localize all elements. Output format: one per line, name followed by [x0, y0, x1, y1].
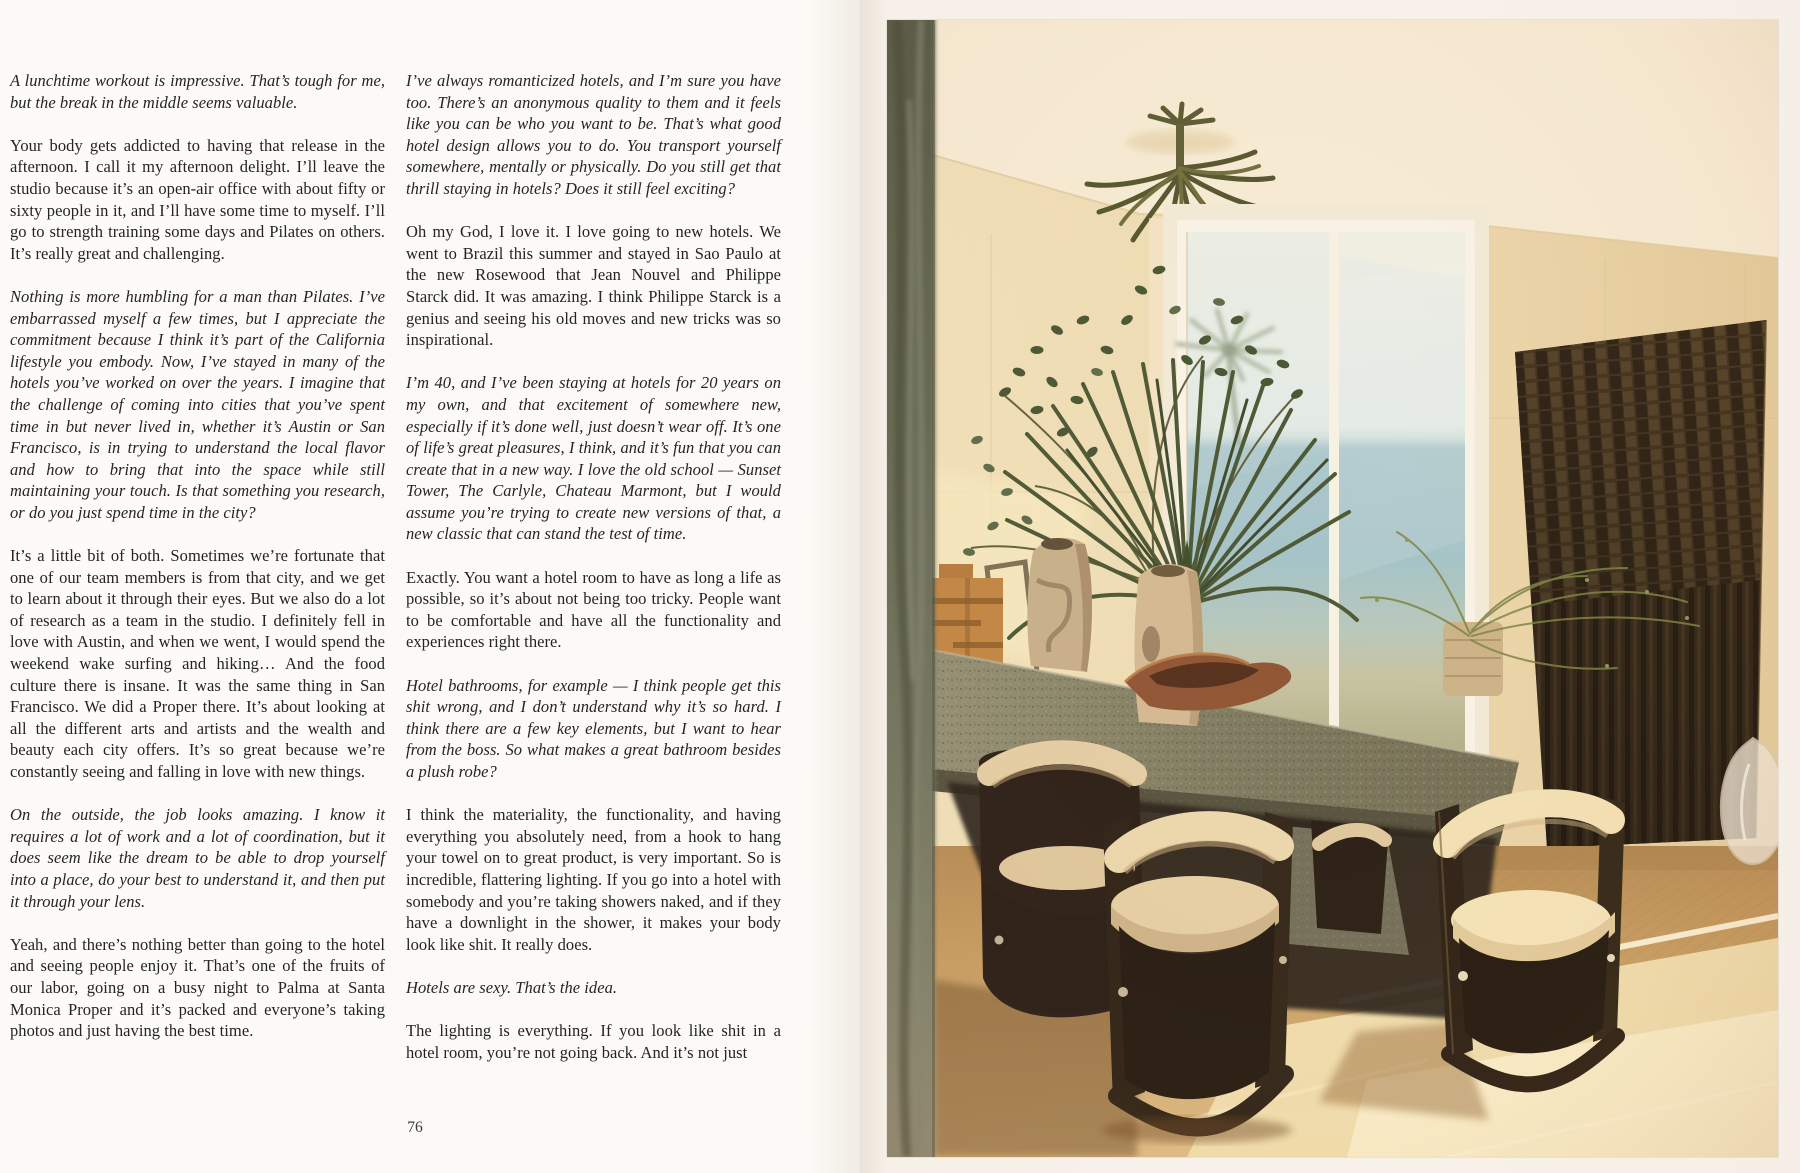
interview-paragraph: Hotel bathrooms, for example — I think people get this shit wrong, and I don’t understand why it’s so hard. I think there are a few key elements, but I want to hear from the boss. So what makes a great bathroom besides a plush robe?	[406, 675, 781, 781]
interview-paragraph: A lunchtime workout is impressive. That’s tough for me, but the break in the middle seems valuable.	[10, 71, 385, 112]
text-column-1	[10, 70, 385, 1063]
interview-paragraph: On the outside, the job looks amazing. I know it requires a lot of work and a lot of coordination, but it does seem like the dream to be able to drop yourself into a place, do your best to understand it, and then put it through your lens.	[10, 805, 385, 911]
vignette-overlay	[887, 20, 1778, 1157]
page-right	[860, 0, 1800, 1173]
interview-paragraph: I think the materiality, the functionality, and having everything you absolutely need, from a hook to hang your towel on to great product, is very important. So is incredible, flattering lighting. If you go into a hotel with somebody and you’re taking showers naked, and if they have a downlight in the shower, it makes your body look like shit. It really does.	[406, 805, 781, 954]
interview-paragraph: Exactly. You want a hotel room to have as long a life as possible, so it’s about not being too tricky. People want to be comfortable and have all the functionality and experiences right there.	[406, 567, 781, 652]
dining-room-photo	[887, 20, 1778, 1157]
interview-paragraph: Yeah, and there’s nothing better than going to the hotel and seeing people enjoy it. That’s one of the fruits of our labor, going on a busy night to Palma at Santa Monica Proper and it’s packed and everyone’s taking photos and just having the best time.	[10, 934, 385, 1041]
page-number: 76	[407, 1119, 423, 1136]
dining-room-illustration	[887, 20, 1778, 1157]
interview-paragraph: I’m 40, and I’ve been staying at hotels for 20 years on my own, and that excitement of somewhere new, especially if it’s done well, just doesn’t wear off. It’s one of life’s great pleasures, I think, and it’s fun that you can create that in a new way. I love the old school — Sunset Tower, The Carlyle, Chateau Marmont, but I would assume you’re trying to create new versions of that, a new classic that can stand the test of time.	[406, 373, 781, 544]
interview-paragraph: It’s a little bit of both. Sometimes we’re fortunate that one of our team members is from that city, and we get to learn about it through their eyes. But we also do a lot of research as a team in the studio. I definitely fell in love with Austin, and when we went, I would spend the weekend wake surfing and hiking… And the food culture there is insane. It was the same thing in San Francisco. We did a Proper there. It’s about looking at all the different arts and artists and the wealth and beauty each city offers. It’s so great because we’re constantly seeing and falling in love with new things.	[10, 546, 385, 781]
interview-paragraph: I’ve always romanticized hotels, and I’m sure you have too. There’s an anonymous quality to them and it feels like you can be who you want to be. That’s what good hotel design allows you to do. You transport yourself somewhere, mentally or physically. Do you still get that thrill staying in hotels? Does it still feel exciting?	[406, 71, 781, 198]
interview-paragraph: Hotels are sexy. That’s the idea.	[406, 977, 618, 997]
interview-paragraph: Oh my God, I love it. I love going to new hotels. We went to Brazil this summer and stayed in Sao Paulo at the new Rosewood that Jean Nouvel and Philippe Starck did. It was amazing. I think Philippe Starck is a genius and seeing his old moves and new tricks was so inspirational.	[406, 222, 781, 350]
interview-paragraph: Your body gets addicted to having that release in the afternoon. I call it my afternoon delight. I’ll leave the studio because it’s an open-air office with about fifty or sixty people in it, and I’ll have some time to myself. I’ll go to strength training some days and Pilates on others. It’s really great and challenging.	[10, 135, 385, 263]
text-column-2	[406, 70, 781, 1085]
page-left	[0, 0, 860, 1173]
interview-paragraph: Nothing is more humbling for a man than Pilates. I’ve embarrassed myself a few times, but I appreciate the commitment because I think it’s part of the California lifestyle you embody. Now, I’ve stayed in many of the hotels you’ve worked on over the years. I imagine that the challenge of coming into cities that you’ve spent time in but never lived in, whether it’s Austin or San Francisco, is in trying to understand the local flavor and how to bring that into the space while still maintaining your touch. Is that something you research, or do you just spend time in the city?	[10, 286, 385, 522]
interview-paragraph: The lighting is everything. If you look like shit in a hotel room, you’re not going back. And it’s not just	[406, 1021, 781, 1062]
